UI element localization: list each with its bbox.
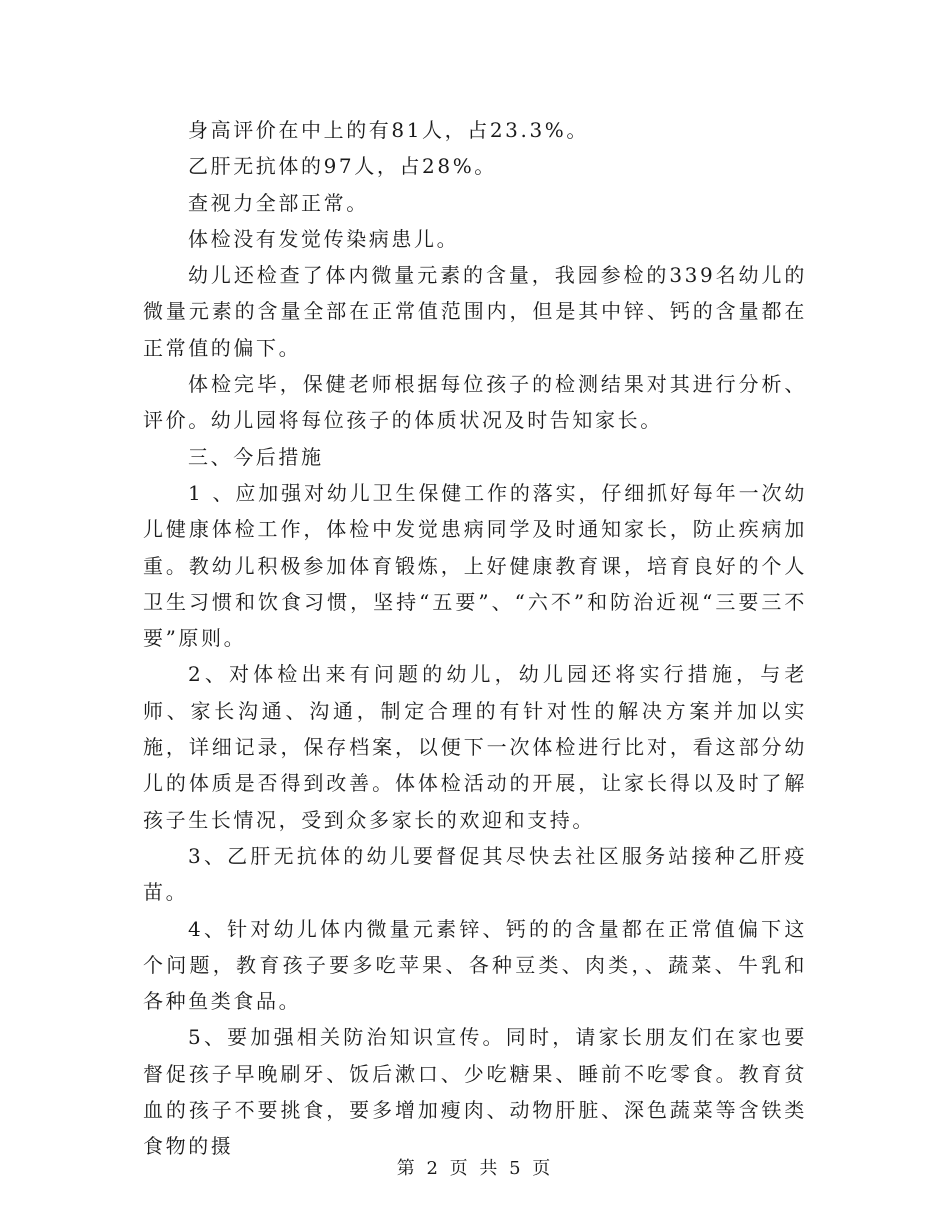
paragraph-evaluation-notify: 体检完毕，保健老师根据每位孩子的检测结果对其进行分析、评价。幼儿园将每位孩子的体质状况及时告知家长。 xyxy=(143,372,807,433)
paragraph-trace-elements: 幼儿还检查了体内微量元素的含量，我园参检的339名幼儿的微量元素的含量全部在正常值范围内，但是其中锌、钙的含量都在正常值的偏下。 xyxy=(143,263,807,360)
paragraph-hepatitis-antibody: 乙肝无抗体的97人，占28%。 xyxy=(188,154,497,179)
paragraph-vision-check: 查视力全部正常。 xyxy=(188,190,369,215)
paragraph-height-evaluation: 身高评价在中上的有81人，占23.3%。 xyxy=(188,118,589,142)
page-footer-page-number: 第 2 页 共 5 页 xyxy=(396,1158,554,1179)
document-body xyxy=(143,112,807,1165)
paragraph-measure-5: 5、要加强相关防治知识宣传。同时，请家长朋友们在家也要督促孩子早晚刷牙、饭后漱口、少吃糖果、睡前不吃零食。教育贫血的孩子不要挑食，要多增加瘦肉、动物肝脏、深色蔬菜等含铁类食物的摄 xyxy=(143,1025,807,1159)
section-heading-measures: 三、今后措施 xyxy=(188,444,324,469)
paragraph-measure-2: 2、对体检出来有问题的幼儿，幼儿园还将实行措施，与老师、家长沟通、沟通，制定合理的有针对性的解决方案并加以实施，详细记录，保存档案，以便下一次体检进行比对，看这部分幼儿的体质是否得到改善。体体检活动的开展，让家长得以及时了解孩子生长情况，受到众多家长的欢迎和支持。 xyxy=(143,662,807,832)
paragraph-measure-4: 4、针对幼儿体内微量元素锌、钙的的含量都在正常值偏下这个问题，教育孩子要多吃苹果、各种豆类、肉类，、蔬菜、牛乳和各种鱼类食品。 xyxy=(143,916,807,1014)
paragraph-measure-3: 3、乙肝无抗体的幼儿要督促其尽快去社区服务站接种乙肝疫苗。 xyxy=(143,843,807,905)
paragraph-measure-1: 1 、应加强对幼儿卫生保健工作的落实，仔细抓好每年一次幼儿健康体检工作，体检中发觉患病同学及时通知家长，防止疾病加重。教幼儿积极参加体育锻炼，上好健康教育课，培育良好的个人卫生习惯和饮食习惯，坚持“五要”、“六不”和防治近视“三要三不要”原则。 xyxy=(143,480,807,651)
paragraph-infectious-disease: 体检没有发觉传染病患儿。 xyxy=(188,226,460,251)
